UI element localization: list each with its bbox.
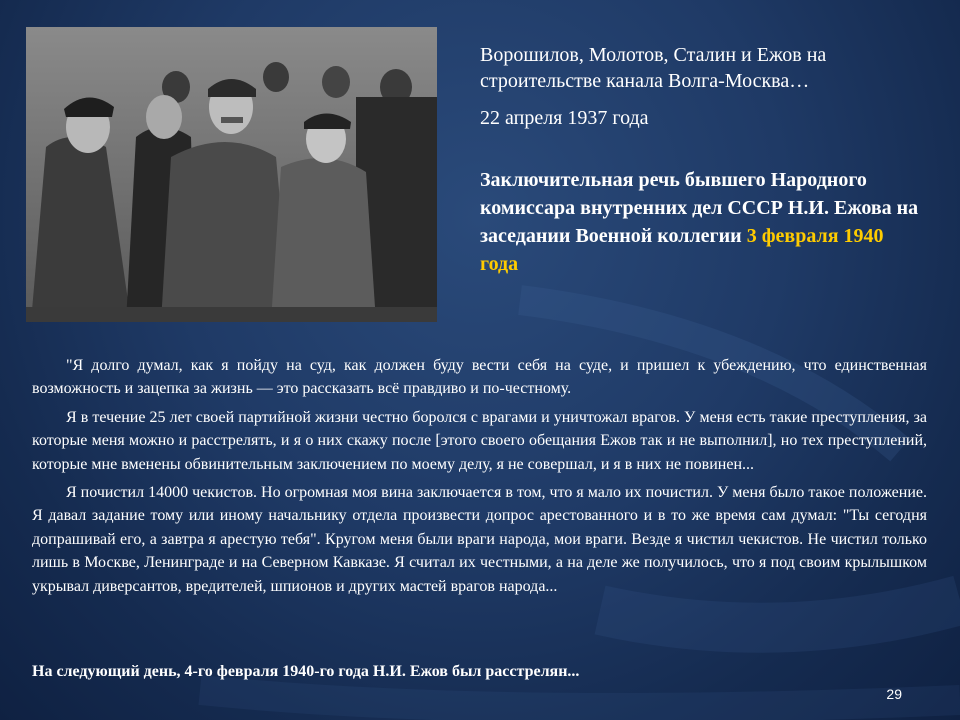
page-number: 29	[886, 686, 902, 702]
speech-title-date: 3 февраля 1940 года	[480, 225, 884, 275]
speech-paragraph: Я почистил 14000 чекистов. Но огромная моя вина заключается в том, что я мало их почистил. У меня было такое положение. Я давал задание тому или иному начальнику отдела произвести допрос арестованного и в то же время сам думал: "Ты сегодня допрашивай его, а завтра я арестую тебя". Кругом меня были враги народа, мои враги. Везде я чистил чекистов. Не чистил только лишь в Москве, Ленинграде и на Северном Кавказе. Я считал их честными, а на деле же получилось, что я под своим крылышком укрывал диверсантов, вредителей, шпионов и других мастей врагов народа...	[32, 484, 927, 595]
historical-photo	[26, 27, 437, 322]
photo-caption: Ворошилов, Молотов, Сталин и Ежов на строительстве канала Волга-Москва…	[480, 44, 827, 92]
speech-body	[32, 354, 927, 603]
speech-title	[480, 166, 920, 278]
speech-title-main: Заключительная речь бывшего Народного комиссара внутренних дел СССР Н.И. Ежова на заседании Военной коллегии	[480, 169, 919, 247]
speech-paragraph: "Я долго думал, как я пойду на суд, как должен буду вести себя на суде, и пришел к убеждению, что единственная возможность и зацепка за жизнь — это рассказать всё правдиво и по-честному.	[32, 357, 927, 398]
photo-caption-date: 22 апреля 1937 года	[480, 107, 649, 129]
speech-paragraph: Я в течение 25 лет своей партийной жизни честно боролся с врагами и уничтожал врагов. У меня есть такие преступления, за которые меня можно и расстрелять, и я о них скажу после [этого своего обещания Ежов так и не выполнил], но тех преступлений, которые мне вменены обвинительным заключением по моему делу, я не совершал, и я в них не повинен...	[32, 408, 927, 473]
final-note: На следующий день, 4-го февраля 1940-го года Н.И. Ежов был расстрелян...	[32, 663, 580, 680]
